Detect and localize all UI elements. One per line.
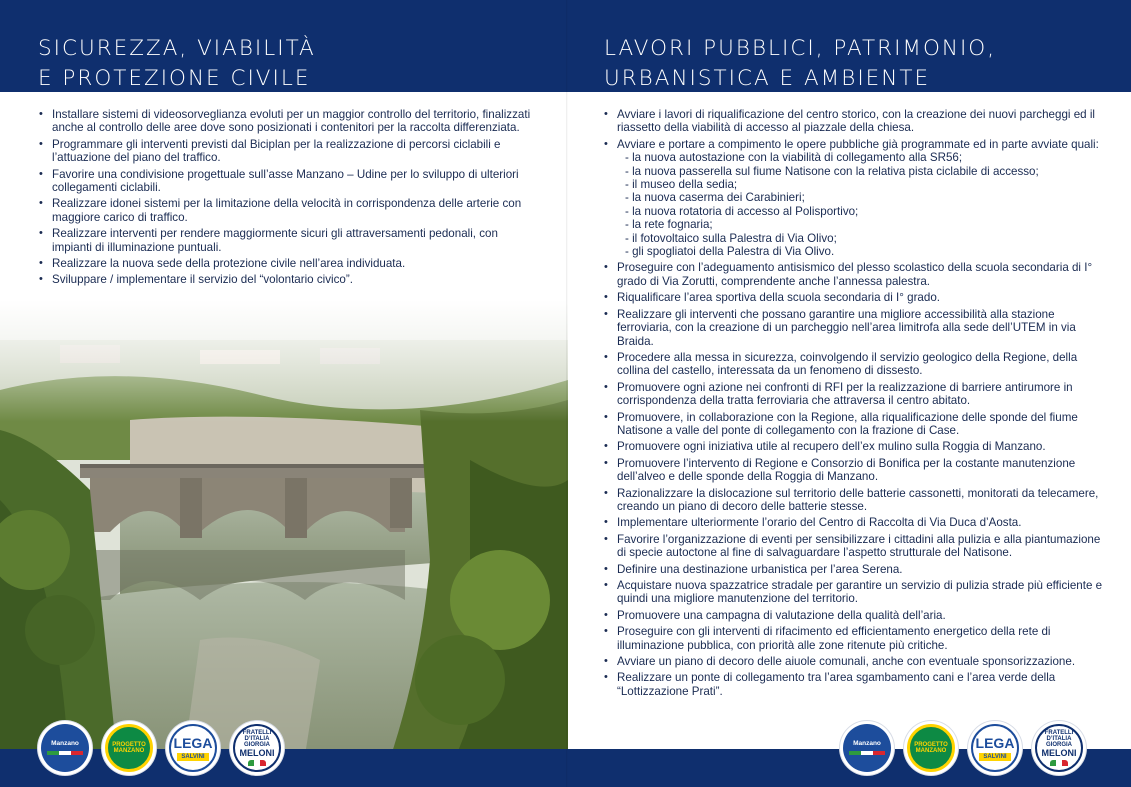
tricolor-flame-icon [1050,760,1068,766]
lega-salvini-logo [166,721,220,775]
left-section-title [38,34,316,94]
sub-list-item: - il museo della sedia; [625,178,738,192]
list-item-text: Definire una destinazione urbanistica per l’area Serena. [617,562,903,576]
list-item [603,138,1103,259]
fdi-logo-last: MELONI [1041,748,1077,758]
rm-logo-text: Manzano [51,739,79,747]
pm-logo-top: PROGETTO [914,742,948,748]
list-item [603,351,1103,378]
list-item [603,655,1103,668]
list-item [603,671,1103,698]
right-section-title [604,34,996,94]
page-spine-shadow [566,0,568,787]
fdi-logo-top: FRATELLI D’ITALIA [1044,730,1074,742]
lega-logo-sub: SALVINI [979,753,1010,761]
sub-list-item: - la nuova passerella sul fiume Natisone con la relativa pista ciclabile di accesso; [625,164,1039,178]
rinnoviamo-manzano-logo [840,721,894,775]
right-title-line-2: URBANISTICA E AMBIENTE [604,66,931,91]
list-item-text: Acquistare nuova spazzatrice stradale per garantire un servizio di pulizia strade più efficiente e quindi una migliore manutenzione del territorio. [617,579,1103,606]
list-item: • Programmare gli interventi previsti dal Biciplan per la realizzazione di percorsi ciclabili e l’attuazione del piano del traffico. [38,138,538,165]
lega-salvini-logo [968,721,1022,775]
left-party-logos [38,721,284,775]
list-item: • Installare sistemi di videosorveglianza evoluti per un maggior controllo del territorio, finalizzati anche al controllo delle aree dove sono posizionati i contenitori per la raccolta differenziata. [38,108,538,135]
list-item [603,411,1103,438]
right-header [568,0,1131,92]
list-item [603,625,1103,652]
sub-list-item: - la nuova rotatoria di accesso al Polisportivo; [625,204,859,218]
list-item-text: Favorire l’organizzazione di eventi per sensibilizzare i cittadini alla pulizia e alla piantumazione di specie autoctone al fine di salvaguardare l’aspetto strutturale del Natisone. [617,532,1101,560]
list-item [603,487,1103,514]
list-item-text: Realizzare gli interventi che possano garantire una migliore accessibilità alla stazione ferroviaria, con la creazione di un parcheggio nell’area limitrofa alla sede dell’UTEM in via Braida. [617,307,1076,348]
tricolor-flame-icon [248,760,266,766]
left-bullet-list [38,108,538,290]
list-item-text: Razionalizzare la dislocazione sul territorio delle batterie cassonetti, monitorati da telecamere, creando un piano di decoro delle batterie stesse. [617,486,1099,513]
rinnoviamo-manzano-logo [38,721,92,775]
right-title-line-1: LAVORI PUBBLICI, PATRIMONIO, [604,36,997,61]
list-item-text: Promuovere una campagna di valutazione della qualità dell’aria. [617,608,946,622]
fdi-logo-first: GIORGIA [1045,742,1072,748]
sub-list-item: - la nuova autostazione con la viabilità di collegamento alla SR56; [625,151,963,165]
list-item-text: Promuovere, in collaborazione con la Regione, alla riqualificazione delle sponde del fiume Natisone a valle del ponte di collegamento con la frazione di Case. [617,410,1078,437]
fratelli-italia-logo [1032,721,1086,775]
left-title-line-1: SICUREZZA, VIABILITÀ [38,36,316,61]
sub-list-item: - il fotovoltaico sulla Palestra di Via Olivo; [625,231,837,245]
progetto-manzano-logo [904,721,958,775]
sub-list-item: - la nuova caserma dei Carabinieri; [625,191,805,205]
list-item-text: Procedere alla messa in sicurezza, coinvolgendo il servizio geologico della Regione, della collina del castello, interessata da un fenomeno di dissesto. [617,350,1078,378]
list-item [603,308,1103,348]
fdi-logo-top: FRATELLI D’ITALIA [242,730,272,742]
left-header [0,0,568,92]
list-item [603,261,1103,288]
rm-logo-text: Manzano [853,739,881,747]
list-item: • Favorire una condivisione progettuale sull’asse Manzano – Udine per lo sviluppo di ulteriori collegamenti ciclabili. [38,168,538,195]
list-item-text: Avviare e portare a compimento le opere pubbliche già programmate ed in parte avviate quali: [617,137,1099,151]
pm-logo-bottom: MANZANO [915,748,947,754]
list-item: • Realizzare interventi per rendere maggiormente sicuri gli attraversamenti pedonali, con impianti di illuminazione puntuali. [38,227,538,254]
fratelli-italia-logo [230,721,284,775]
list-item-text: Proseguire con l’adeguamento antisismico del plesso scolastico della scuola secondaria di I° grado di Via Zorutti, comprendente anche l’annessa palestra. [617,261,1093,288]
list-item: • Sviluppare / implementare il servizio del “volontario civico”. [38,273,538,286]
list-item [603,440,1103,453]
list-item: • Realizzare idonei sistemi per la limitazione della velocità in corrispondenza delle arterie con maggiore carico di traffico. [38,197,538,224]
list-item [603,291,1103,304]
list-item-text: Proseguire con gli interventi di rifacimento ed efficientamento energetico della rete di illuminazione pubblica, con priorità alle zone ritenute più critiche. [617,625,1051,652]
list-item-text: Realizzare un ponte di collegamento tra l’area sgambamento cani e l’area verde della “Lottizzazione Prati”. [617,671,1056,698]
sub-list-item: - gli spogliatoi della Palestra di Via Olivo. [625,245,835,259]
list-item-text: Promuovere l’intervento di Regione e Consorzio di Bonifica per la costante manutenzione dell’alveo e delle sponde della Roggia di Manzano. [617,456,1076,484]
river-bridge-illustration [0,300,568,787]
list-item: • Realizzare la nuova sede della protezione civile nell’area individuata. [38,257,538,270]
list-item-text: Promuovere ogni azione nei confronti di RFI per la realizzazione di barriere antirumore in corrispondenza della tratta ferroviaria che attraversa il centro abitato. [617,380,1073,408]
right-bullet-list [603,108,1103,701]
list-item [603,108,1103,135]
list-item [603,579,1103,606]
list-item [603,457,1103,484]
list-item [603,381,1103,408]
fdi-logo-last: MELONI [239,748,275,758]
right-party-logos [840,721,1086,775]
river-bridge-photo [0,300,568,787]
list-item [603,516,1103,529]
list-item-text: Implementare ulteriormente l’orario del Centro di Raccolta di Via Duca d’Aosta. [617,516,1022,530]
pm-logo-bottom: MANZANO [113,748,145,754]
list-item-text: Avviare i lavori di riqualificazione del centro storico, con la creazione dei nuovi parcheggi ed il riassetto della viabilità di accesso al piazzale della chiesa. [617,108,1095,135]
list-item-text: Promuovere ogni iniziativa utile al recupero dell’ex mulino sulla Roggia di Manzano. [617,440,1046,454]
left-title-line-2: E PROTEZIONE CIVILE [38,66,311,91]
lega-logo-sub: SALVINI [177,753,208,761]
sub-list [617,151,1103,258]
list-item [603,563,1103,576]
pm-logo-top: PROGETTO [112,742,146,748]
list-item [603,533,1103,560]
list-item-text: Avviare un piano di decoro delle aiuole comunali, anche con eventuale sponsorizzazione. [617,655,1076,669]
lega-logo-name: LEGA [173,734,213,751]
lega-logo-name: LEGA [975,734,1015,751]
fdi-logo-first: GIORGIA [243,742,270,748]
list-item [603,609,1103,622]
sub-list-item: - la rete fognaria; [625,218,713,232]
list-item-text: Riqualificare l’area sportiva della scuola secondaria di I° grado. [617,291,940,305]
progetto-manzano-logo [102,721,156,775]
right-page [568,0,1131,787]
